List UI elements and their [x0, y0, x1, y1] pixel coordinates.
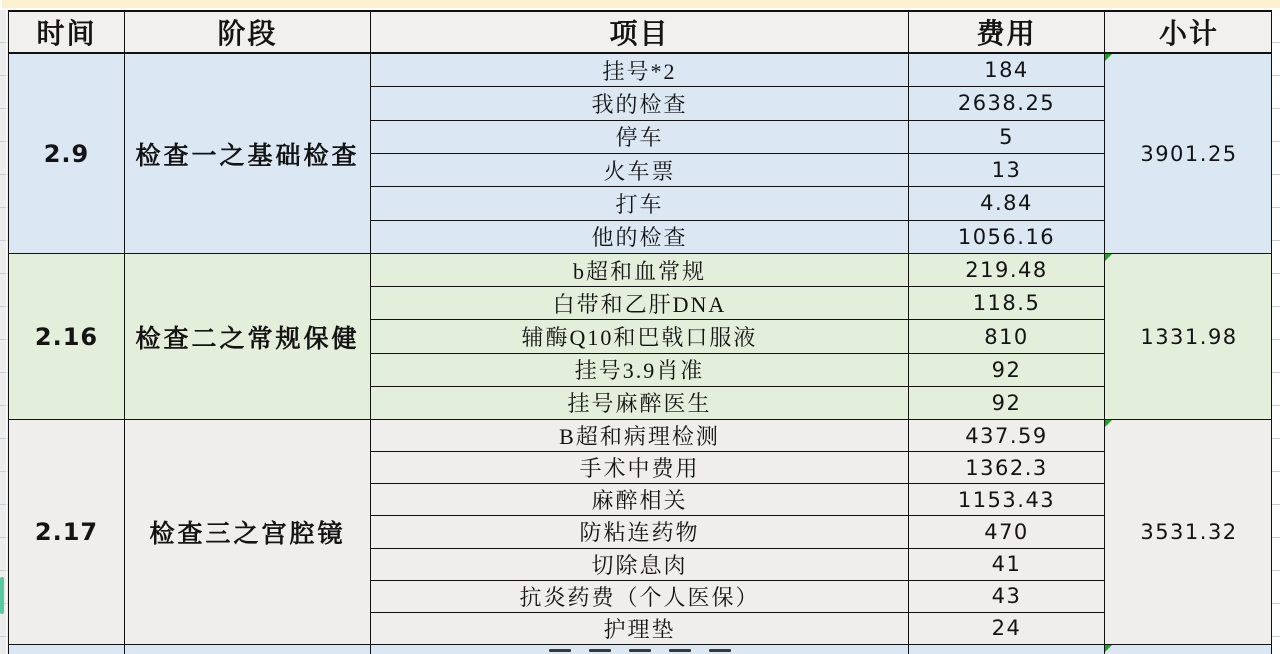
item-cell[interactable]: 防粘连药物 [371, 516, 909, 547]
stage-label: 检查三之宫腔镜 [149, 521, 346, 548]
stage-cell[interactable] [125, 420, 371, 644]
expense-group [8, 54, 1272, 254]
clipped-glyph-top [549, 649, 571, 652]
items-column [371, 254, 1105, 419]
header-time[interactable]: 时间 [9, 12, 125, 52]
table-row [371, 254, 1105, 287]
item-cell[interactable]: 火车票 [371, 154, 909, 186]
fee-cell[interactable]: 1362.3 [909, 452, 1105, 483]
subtotal-cell[interactable]: 3901.25 [1105, 54, 1273, 253]
item-cell[interactable]: 打车 [371, 187, 909, 219]
header-item[interactable]: 项目 [371, 12, 909, 52]
cutoff-right-column [1272, 10, 1280, 654]
item-cell[interactable]: 白带和乙肝DNA [371, 287, 909, 319]
item-cell[interactable]: 挂号3.9肖准 [371, 354, 909, 386]
date-cell[interactable] [9, 254, 125, 419]
header-stage[interactable]: 阶段 [125, 12, 371, 52]
item-cell[interactable]: 停车 [371, 121, 909, 153]
date-label: 2.9 [43, 139, 90, 168]
clipped-glyph-top [669, 649, 691, 652]
date-cell[interactable] [9, 54, 125, 253]
error-indicator-triangle-icon [1105, 645, 1112, 652]
items-column [371, 54, 1105, 253]
table-body [8, 54, 1272, 654]
table-row [371, 581, 1105, 613]
scroll-indicator[interactable] [0, 577, 4, 614]
table-row [371, 516, 1105, 548]
fee-cell[interactable]: 4.84 [909, 187, 1105, 219]
item-cell[interactable]: 护理垫 [371, 613, 909, 644]
item-cell[interactable]: B超和病理检测 [371, 420, 909, 451]
fee-cell[interactable]: 92 [909, 354, 1105, 386]
item-cell[interactable]: 挂号*2 [371, 54, 909, 86]
clipped-glyph-top [709, 649, 731, 652]
cutoff-bottom-row [8, 645, 1272, 654]
table-row [371, 549, 1105, 581]
table-row [371, 387, 1105, 419]
cutoff-top-row [2, 0, 1280, 10]
date-cell[interactable] [9, 645, 125, 654]
fee-cell[interactable]: 1056.16 [909, 221, 1105, 253]
item-cell[interactable]: 我的检查 [371, 87, 909, 119]
fee-cell[interactable] [909, 645, 1105, 654]
fee-cell[interactable]: 219.48 [909, 254, 1105, 286]
table-row [371, 87, 1105, 120]
error-indicator-triangle-icon [1105, 420, 1112, 427]
clipped-glyph-top [629, 649, 651, 652]
fee-cell[interactable]: 92 [909, 387, 1105, 419]
item-cell[interactable]: 抗炎药费（个人医保） [371, 581, 909, 612]
fee-cell[interactable]: 810 [909, 320, 1105, 352]
clipped-glyph-top [589, 649, 611, 652]
header-row [8, 10, 1272, 54]
clipped-text-fragments [371, 649, 908, 652]
table-row [371, 54, 1105, 87]
item-cell[interactable]: 辅酶Q10和巴戟口服液 [371, 320, 909, 352]
header-fee[interactable]: 费用 [909, 12, 1105, 52]
fee-cell[interactable]: 13 [909, 154, 1105, 186]
date-label: 2.16 [34, 322, 99, 351]
items-column [371, 420, 1105, 644]
subtotal-cell[interactable]: 3531.32 [1105, 420, 1273, 644]
fee-cell[interactable]: 24 [909, 613, 1105, 644]
table-row [371, 221, 1105, 253]
stage-cell[interactable] [125, 54, 371, 253]
item-cell[interactable]: 麻醉相关 [371, 484, 909, 515]
table-row [371, 354, 1105, 387]
table-row [371, 613, 1105, 644]
item-cell[interactable]: 挂号麻醉医生 [371, 387, 909, 419]
date-label: 2.17 [34, 518, 99, 546]
fee-cell[interactable]: 118.5 [909, 287, 1105, 319]
expense-group [8, 254, 1272, 420]
table-row [371, 187, 1105, 220]
table-row [371, 484, 1105, 516]
table-row [371, 320, 1105, 353]
table-row [371, 287, 1105, 320]
expense-group [8, 420, 1272, 645]
item-cell[interactable]: 手术中费用 [371, 452, 909, 483]
expense-table [8, 10, 1272, 654]
fee-cell[interactable]: 437.59 [909, 420, 1105, 451]
table-row [371, 452, 1105, 484]
fee-cell[interactable]: 41 [909, 549, 1105, 580]
cutoff-left-gutter [0, 10, 8, 654]
stage-cell[interactable] [125, 254, 371, 419]
error-indicator-triangle-icon [1105, 254, 1112, 261]
date-cell[interactable] [9, 420, 125, 644]
fee-cell[interactable]: 43 [909, 581, 1105, 612]
item-cell[interactable]: 切除息肉 [371, 549, 909, 580]
fee-cell[interactable]: 5 [909, 121, 1105, 153]
error-indicator-triangle-icon [1105, 54, 1112, 61]
stage-label: 检查一之基础检查 [135, 142, 360, 170]
table-row [371, 154, 1105, 187]
subtotal-cell[interactable]: 1331.98 [1105, 254, 1273, 419]
table-row [371, 121, 1105, 154]
stage-cell[interactable] [125, 645, 371, 654]
fee-cell[interactable]: 1153.43 [909, 484, 1105, 515]
item-cell[interactable]: b超和血常规 [371, 254, 909, 286]
stage-label: 检查二之常规保健 [135, 325, 360, 353]
fee-cell[interactable]: 2638.25 [909, 87, 1105, 119]
table-row [371, 420, 1105, 452]
fee-cell[interactable]: 470 [909, 516, 1105, 547]
header-subtotal[interactable]: 小计 [1158, 19, 1219, 50]
item-cell[interactable] [371, 645, 909, 654]
fee-cell[interactable]: 184 [909, 54, 1105, 86]
subtotal-cell[interactable] [1105, 645, 1273, 654]
item-cell[interactable]: 他的检查 [371, 221, 909, 253]
